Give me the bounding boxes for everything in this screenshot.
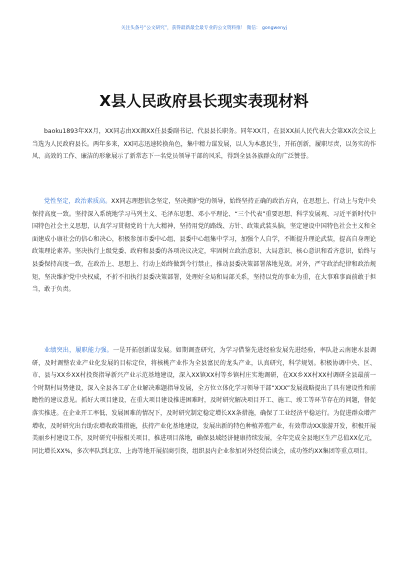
paragraph-body: XX同志理想信念坚定，坚决拥护党的领导，始终坚持正确的政治方向，在思想上、行动上与党中央保持高度一致。坚持深入系统地学习马列主义、毛泽东思想、邓小平理论、“三个代表”重要思想、科学发展观、习近平新时代中国特色社会主义思想，认真学习贯彻党的十九大精神，坚持用党的路线、方针、政策武装头脑，坚定建设中国特色社会主义和全面建成小康社会的信心和决心，积极参加市委中心组、县委中心组集中学习，加强个人自学，不断提升理论武装，提高自身理论政策理论素养。坚决执行上级党委、政府和县委的各项决议决定，牢固树立政治意识、大局意识、核心意识和看齐意识，始终与县委保持高度一致，在政治上、思想上、行动上始终做到令行禁止，推动县委决策部署落地见效。对外，严守政治纪律和政治规矩，坚决维护党中央权威，不折不扣执行县委决策部署，处理好全局和局部关系，坚持以党的事业为重，在大事难事面前敢于担当，敢于负责。 — [32, 198, 376, 294]
banner-wechat-id: gongwenyj — [261, 26, 287, 31]
banner-text: 关注头条号“公文研究”，获得最新最全最专业的公文资料推！ — [121, 26, 246, 31]
banner-wechat-label: 微信： — [246, 26, 261, 31]
paragraph-text — [32, 196, 376, 297]
paragraph-performance — [32, 345, 376, 458]
document-title: X县人民政府县长现实表现材料 — [99, 92, 309, 110]
top-banner — [0, 26, 408, 32]
paragraph-politics — [32, 196, 376, 297]
paragraph-text — [32, 345, 376, 458]
paragraph-lead: 业绩突出，履职能力强。 — [44, 347, 113, 354]
paragraph-text — [32, 126, 376, 164]
paragraph-body: 一是开拓创新谋发展。如期调查研究，为学习借鉴先进经验发展先进经验，率队赴云南建水县调研，及时调整农业产业化发展的目标定位，将核桃产业作为全县富民的龙头产业，认真研究，科学规划。积极协调中央、区、市、县与XX乡XX村投资指导新兴产业示范基地建设，深入XX镇XX村等乡镇村庄实地调研，在XX乡XX村XX村调研全县最前一个时期村局势建设，深入全县各工矿企业解决难题指导发展，全方位立体化学习领导干部“XXX”发展战略提出了具有建设性和前瞻性的建议意见。抓好大项目建设，在重大项目建设推进困难时，及时研究解决项目开工、施工、竣工等环节存在的问题，督促落实推进。在企业开工率低、发展困难的情况下，及时研究制定稳定增长XX条措施，确保了工业经济平稳运行。为促进群众增产增收，及时研究出台助农增收政策措施，扶持产业化基地建设，发展出新的特色种植养殖产业，有效带动XX旅游开发，积极开展美丽乡村建设工作，及时研究申报相关项目，推进项目落地，确保县域经济健康持续发展，全年完成全县地区生产总值XX亿元，同比增长XX%，多次率队到北京、上海等地开展招商引资，组织县内企业参加对外经贸洽谈会，成功签约XX集团等重点项目。 — [32, 347, 377, 455]
paragraph-lead: 党性坚定，政治素质高。 — [44, 198, 112, 205]
paragraph-intro — [32, 126, 376, 164]
paragraph-body: baoku1893年XX月，XX同志由XX调XX任县委副书记、代县县长职务。同年XX月，在县XX届人民代表大会第XX次会议上当选为人民政府县长。两年多来，XX同志迅速转换角色，集中精力谋发展，以人为本惠民生，开拓创新，履职尽责，以务实的作风、高效的工作、廉洁的形象展示了新常态下一名党员领导干部的风采，得到全县各族群众的广泛赞誉。 — [32, 128, 376, 161]
